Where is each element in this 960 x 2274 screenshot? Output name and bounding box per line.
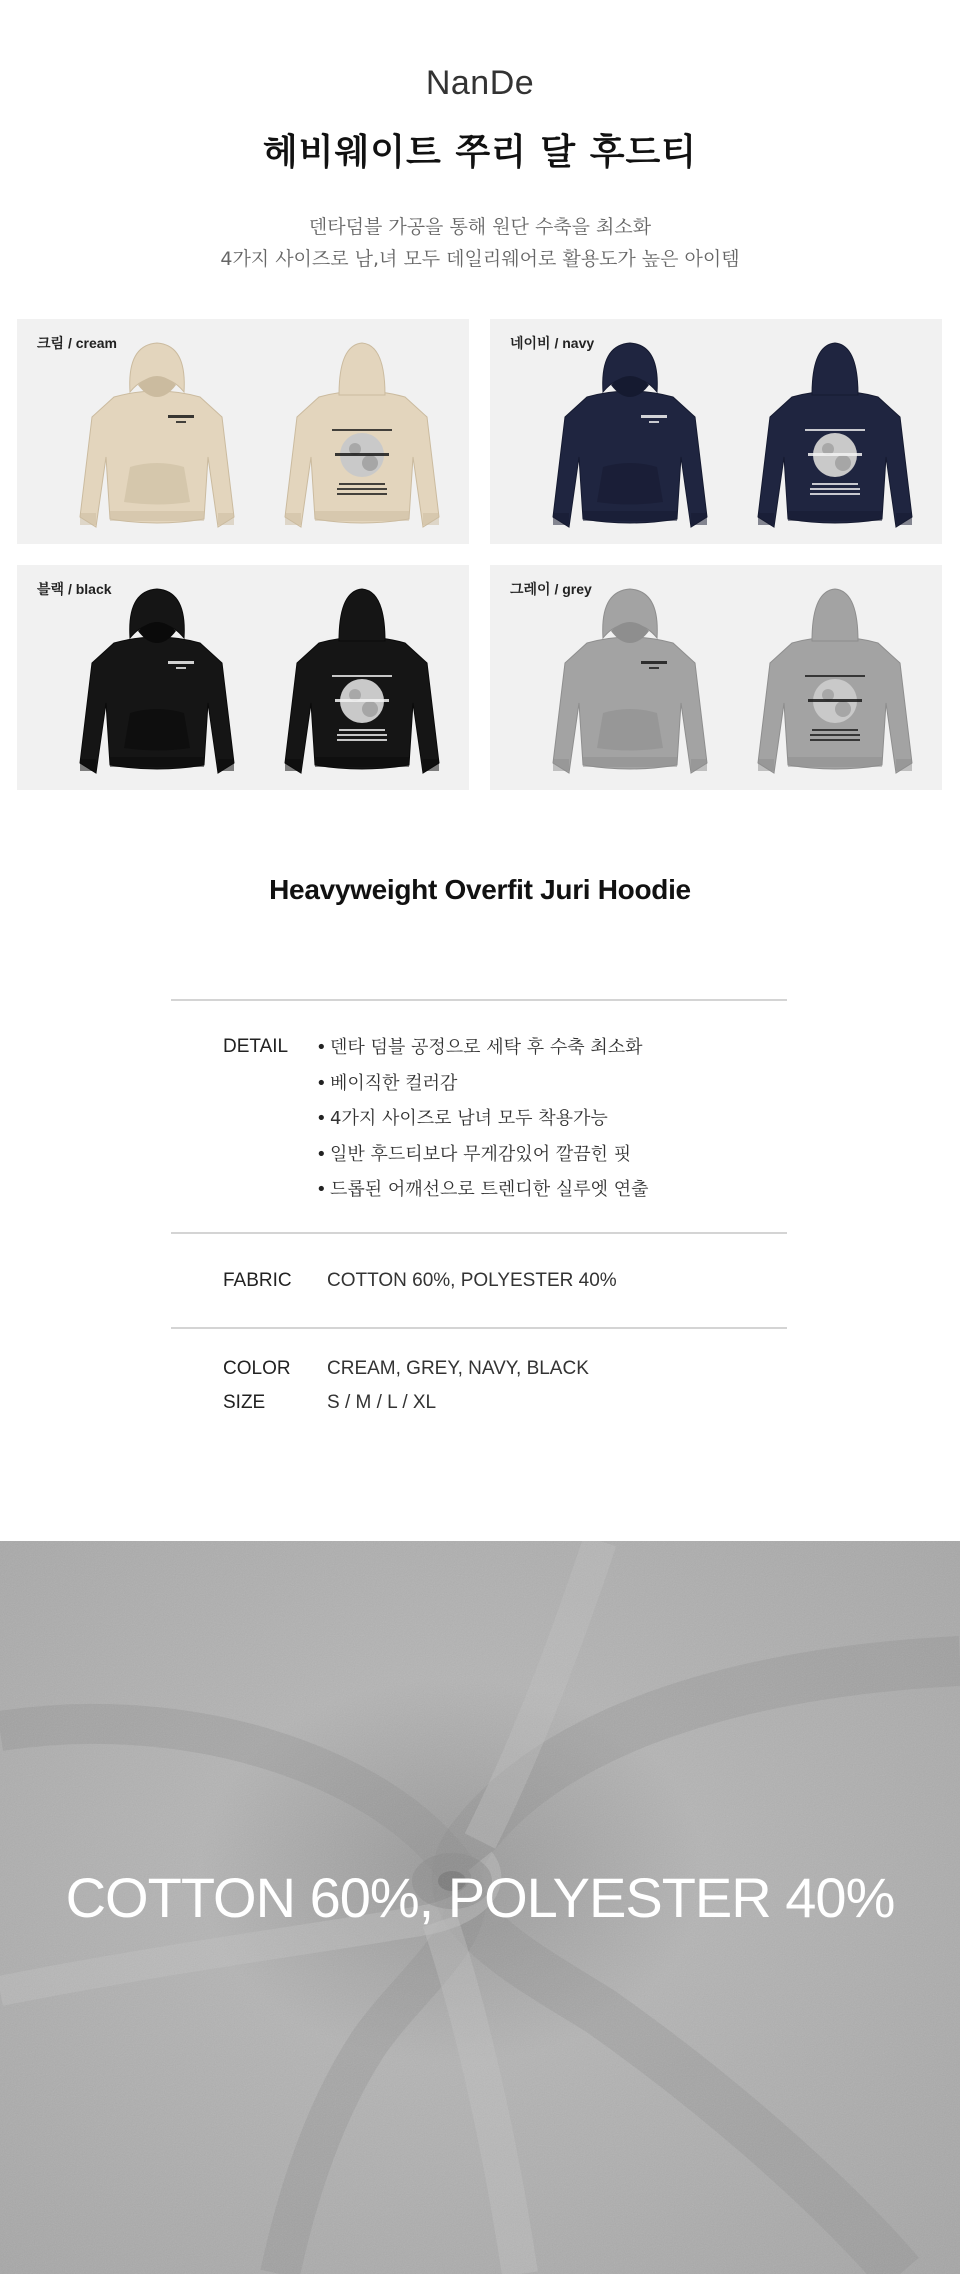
hoodie-back-image bbox=[277, 337, 447, 537]
hoodie-front-image bbox=[545, 583, 715, 783]
hoodie-back-image bbox=[750, 337, 920, 537]
color-panel-black bbox=[17, 565, 469, 790]
hoodie-back-image bbox=[277, 583, 447, 783]
size-label: SIZE bbox=[223, 1392, 266, 1413]
brand-name: NanDe bbox=[425, 64, 535, 102]
detail-list bbox=[316, 1036, 648, 1214]
hoodie-front-image bbox=[72, 337, 242, 537]
hoodie-back-image bbox=[750, 583, 920, 783]
detail-item: • 베이직한 컬러감 bbox=[316, 1072, 648, 1108]
divider bbox=[171, 1232, 787, 1234]
hoodie-front-image bbox=[545, 337, 715, 537]
product-title-en: Heavyweight Overfit Juri Hoodie bbox=[269, 874, 691, 905]
hoodie-front-image bbox=[72, 583, 242, 783]
product-title-ko: 헤비웨이트 쭈리 달 후드티 bbox=[262, 132, 698, 173]
fabric-banner-text: COTTON 60%, POLYESTER 40% bbox=[65, 1866, 895, 1929]
color-label: 크림 / cream bbox=[37, 335, 117, 351]
color-panel-navy bbox=[490, 319, 942, 544]
divider bbox=[171, 1327, 787, 1329]
fabric-label: FABRIC bbox=[223, 1270, 292, 1291]
color-panel-cream bbox=[17, 319, 469, 544]
color-value: CREAM, GREY, NAVY, BLACK bbox=[327, 1358, 589, 1379]
color-label-spec: COLOR bbox=[223, 1358, 291, 1379]
divider bbox=[171, 999, 787, 1001]
detail-item: • 일반 후드티보다 무게감있어 깔끔힌 핏 bbox=[316, 1143, 648, 1179]
color-label: 네이비 / navy bbox=[510, 335, 595, 351]
color-label: 그레이 / grey bbox=[510, 581, 592, 597]
size-value: S / M / L / XL bbox=[327, 1392, 437, 1413]
subtitle-line-2: 4가지 사이즈로 남,녀 모두 데일리웨어로 활용도가 높은 아이템 bbox=[220, 248, 740, 270]
color-label: 블랙 / black bbox=[37, 581, 112, 597]
detail-item: • 드롭된 어깨선으로 트렌디한 실루엣 연출 bbox=[316, 1178, 648, 1214]
subtitle-line-1: 덴타덤블 가공을 통해 원단 수축을 최소화 bbox=[308, 216, 652, 238]
fabric-value: COTTON 60%, POLYESTER 40% bbox=[327, 1270, 617, 1291]
detail-item: • 4가지 사이즈로 남녀 모두 착용가능 bbox=[316, 1107, 648, 1143]
detail-label: DETAIL bbox=[223, 1036, 289, 1057]
detail-item: • 덴타 덤블 공정으로 세탁 후 수축 최소화 bbox=[316, 1036, 648, 1072]
color-panel-grey bbox=[490, 565, 942, 790]
